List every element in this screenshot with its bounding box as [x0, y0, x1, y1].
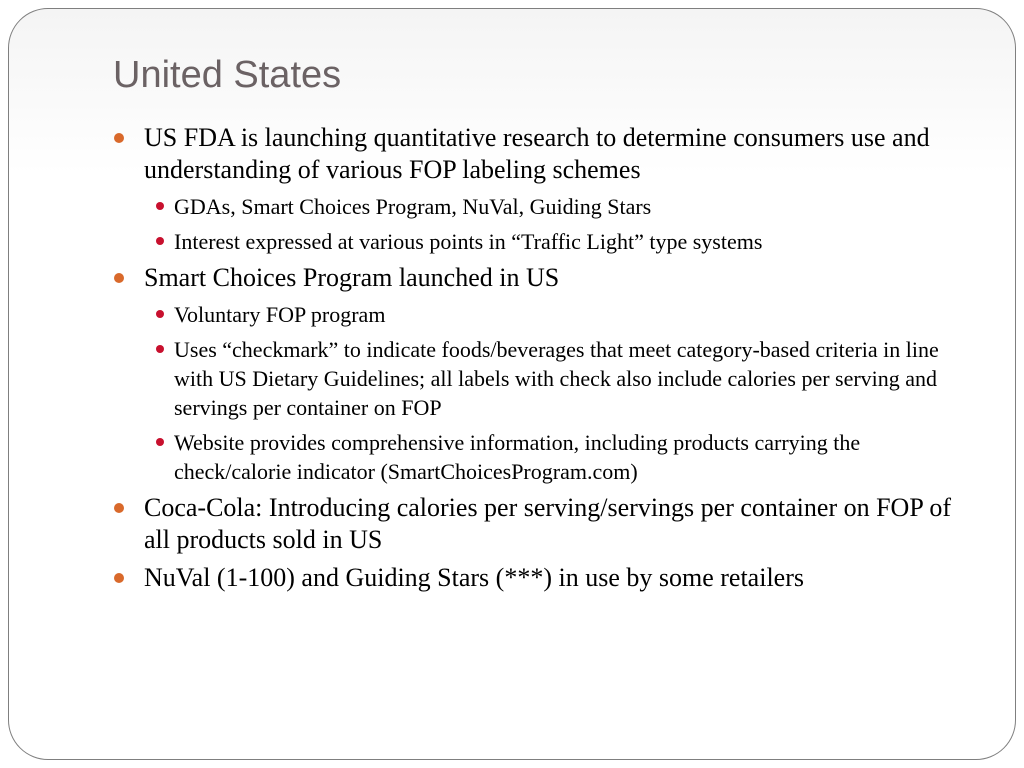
- bullet-dot-icon: [114, 573, 124, 583]
- slide-title: United States: [113, 54, 342, 96]
- bullet-coca-cola: [112, 492, 962, 556]
- sub-bullets-fda: [112, 192, 962, 256]
- bullet-nuval: [112, 562, 962, 594]
- sub-bullet-text: Interest expressed at various points in “Traffic Light” type systems: [174, 229, 763, 254]
- sub-bullet-dot-icon: [156, 310, 164, 318]
- sub-bullet-traffic-light: [112, 227, 962, 256]
- sub-bullets-smart-choices: [112, 300, 962, 486]
- sub-bullet-text: GDAs, Smart Choices Program, NuVal, Guiding Stars: [174, 194, 652, 219]
- sub-bullet-schemes: [112, 192, 962, 221]
- sub-bullet-dot-icon: [156, 438, 164, 446]
- sub-bullet-text: Voluntary FOP program: [174, 302, 386, 327]
- sub-bullet-website: [112, 428, 962, 486]
- sub-bullet-checkmark: [112, 335, 962, 422]
- sub-bullet-text: Uses “checkmark” to indicate foods/beverages that meet category-based criteria in line with US Dietary Guidelines; all labels with check also include calories per serving and servings per container on FOP: [174, 337, 939, 420]
- bullet-text: NuVal (1-100) and Guiding Stars (***) in use by some retailers: [144, 563, 804, 592]
- bullet-text: US FDA is launching quantitative research to determine consumers use and understanding of various FOP labeling schemes: [144, 123, 930, 184]
- bullet-dot-icon: [114, 273, 124, 283]
- bullet-dot-icon: [114, 503, 124, 513]
- slide-body: [112, 122, 962, 600]
- sub-bullet-dot-icon: [156, 237, 164, 245]
- sub-bullet-dot-icon: [156, 202, 164, 210]
- bullet-smart-choices: [112, 262, 962, 294]
- sub-bullet-text: Website provides comprehensive information, including products carrying the check/calorie indicator (SmartChoicesProgram.com): [174, 430, 861, 484]
- sub-bullet-dot-icon: [156, 345, 164, 353]
- sub-bullet-voluntary: [112, 300, 962, 329]
- bullet-fda-research: [112, 122, 962, 186]
- bullet-text: Coca-Cola: Introducing calories per serving/servings per container on FOP of all products sold in US: [144, 493, 951, 554]
- bullet-dot-icon: [114, 133, 124, 143]
- bullet-text: Smart Choices Program launched in US: [144, 263, 560, 292]
